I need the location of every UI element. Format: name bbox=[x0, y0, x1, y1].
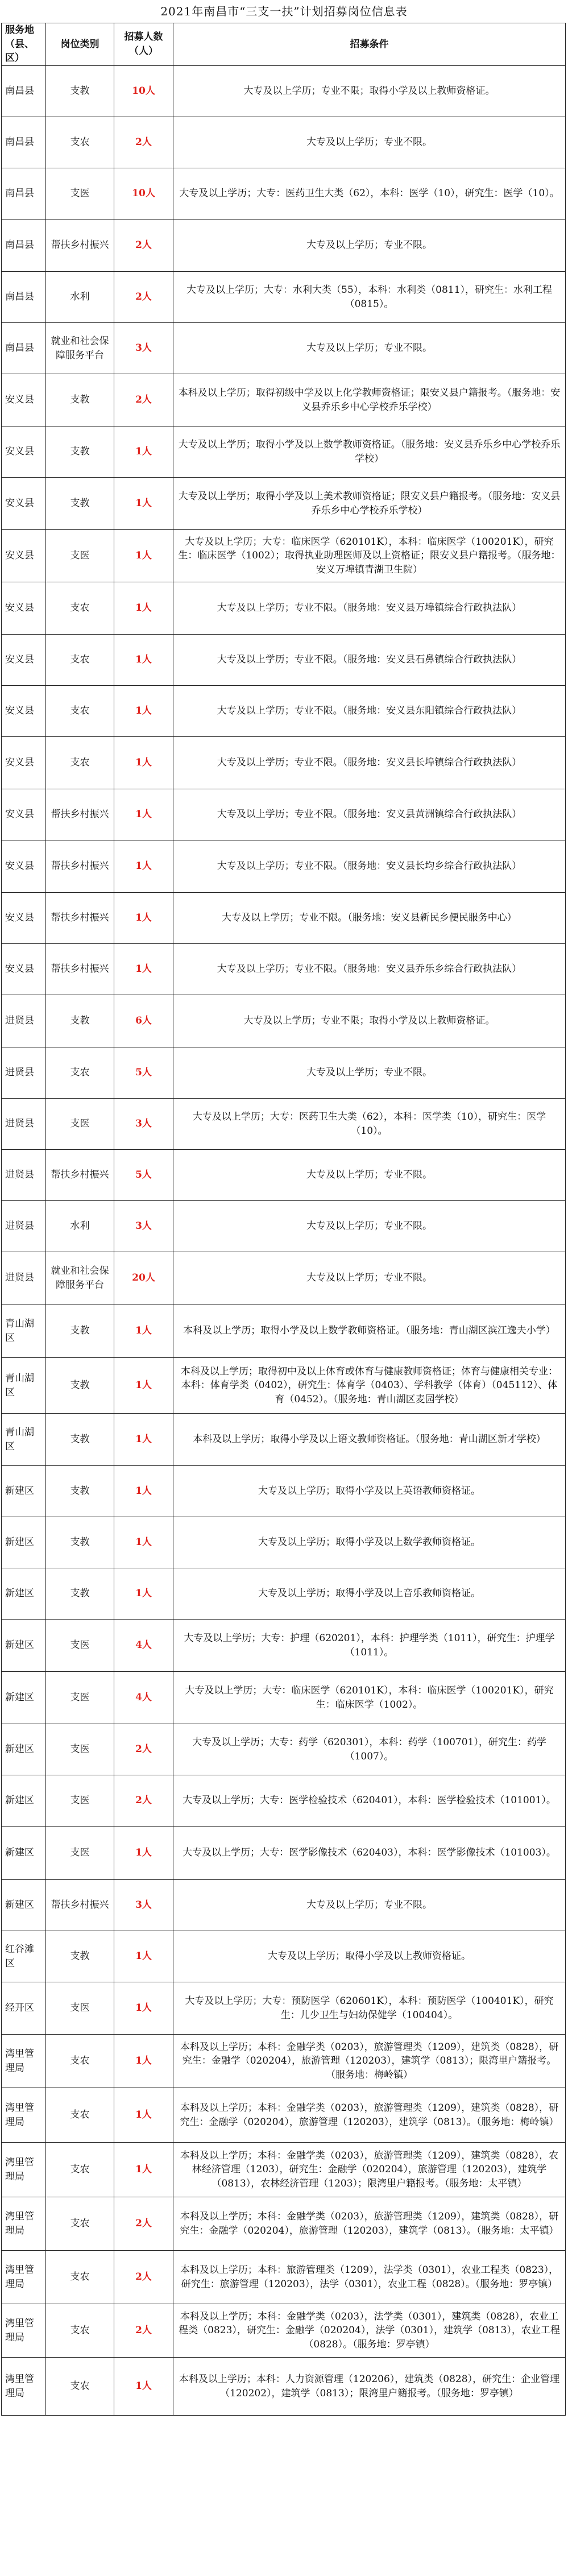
cell-county: 青山湖区 bbox=[2, 1414, 46, 1466]
cell-county: 新建区 bbox=[2, 1775, 46, 1827]
table-row bbox=[2, 789, 566, 840]
cell-conditions: 大专及以上学历；专业不限。（服务地：安义县新民乡便民服务中心） bbox=[173, 893, 566, 944]
cell-count: 3人 bbox=[114, 323, 173, 374]
cell-count: 20人 bbox=[114, 1252, 173, 1304]
cell-conditions: 大专及以上学历；大专：水利大类（55），本科：水利类（0811），研究生：水利工程（0815）。 bbox=[173, 272, 566, 323]
cell-type: 支教 bbox=[46, 374, 114, 426]
cell-conditions: 大专及以上学历；专业不限。 bbox=[173, 1880, 566, 1931]
cell-type: 支农 bbox=[46, 1047, 114, 1099]
cell-county: 湾里管理局 bbox=[2, 2088, 46, 2143]
cell-conditions: 大专及以上学历；专业不限。 bbox=[173, 117, 566, 168]
table-row bbox=[2, 893, 566, 944]
table-row bbox=[2, 1620, 566, 1672]
cell-count: 1人 bbox=[114, 2088, 173, 2143]
cell-count: 1人 bbox=[114, 1466, 173, 1517]
cell-type: 支医 bbox=[46, 1982, 114, 2035]
cell-count: 5人 bbox=[114, 1047, 173, 1099]
cell-count: 6人 bbox=[114, 995, 173, 1047]
table-row bbox=[2, 1517, 566, 1568]
cell-conditions: 本科及以上学历；本科：金融学类（0203），旅游管理类（1209），建筑类（0828），研究生：金融学（020204），旅游管理（120203），建筑学（0813）；限湾里户籍报考。（服务地：梅岭镇） bbox=[173, 2035, 566, 2088]
cell-count: 2人 bbox=[114, 374, 173, 426]
cell-conditions: 大专及以上学历；专业不限。 bbox=[173, 220, 566, 272]
cell-conditions: 大专及以上学历；专业不限。（服务地：安义县黄洲镇综合行政执法队） bbox=[173, 789, 566, 840]
cell-count: 2人 bbox=[114, 117, 173, 168]
cell-count: 1人 bbox=[114, 1568, 173, 1620]
cell-county: 红谷滩区 bbox=[2, 1931, 46, 1982]
cell-count: 1人 bbox=[114, 1414, 173, 1466]
table-row bbox=[2, 1252, 566, 1304]
cell-county: 进贤县 bbox=[2, 1099, 46, 1150]
cell-county: 新建区 bbox=[2, 1568, 46, 1620]
cell-county: 湾里管理局 bbox=[2, 2143, 46, 2197]
cell-county: 进贤县 bbox=[2, 1201, 46, 1252]
cell-type: 支农 bbox=[46, 686, 114, 737]
cell-county: 南昌县 bbox=[2, 323, 46, 374]
cell-conditions: 大专及以上学历；取得小学及以上教师资格证。 bbox=[173, 1931, 566, 1982]
cell-count: 1人 bbox=[114, 530, 173, 582]
table-row bbox=[2, 2304, 566, 2358]
cell-count: 10人 bbox=[114, 168, 173, 220]
cell-type: 支教 bbox=[46, 426, 114, 478]
cell-count: 1人 bbox=[114, 1827, 173, 1880]
cell-type: 支医 bbox=[46, 530, 114, 582]
table-row bbox=[2, 272, 566, 323]
cell-type: 支农 bbox=[46, 2035, 114, 2088]
cell-county: 安义县 bbox=[2, 374, 46, 426]
cell-type: 帮扶乡村振兴 bbox=[46, 944, 114, 995]
cell-county: 湾里管理局 bbox=[2, 2251, 46, 2304]
cell-conditions: 大专及以上学历；专业不限。（服务地：安义县东阳镇综合行政执法队） bbox=[173, 686, 566, 737]
cell-type: 支农 bbox=[46, 2197, 114, 2251]
cell-county: 安义县 bbox=[2, 840, 46, 893]
cell-type: 支农 bbox=[46, 2251, 114, 2304]
cell-type: 支教 bbox=[46, 478, 114, 530]
cell-count: 1人 bbox=[114, 1517, 173, 1568]
cell-type: 支教 bbox=[46, 1517, 114, 1568]
cell-count: 1人 bbox=[114, 1931, 173, 1982]
cell-county: 新建区 bbox=[2, 1466, 46, 1517]
cell-count: 1人 bbox=[114, 582, 173, 635]
cell-count: 3人 bbox=[114, 1201, 173, 1252]
cell-conditions: 大专及以上学历；专业不限。 bbox=[173, 1201, 566, 1252]
cell-type: 支医 bbox=[46, 168, 114, 220]
table-body bbox=[2, 66, 566, 2416]
cell-count: 1人 bbox=[114, 1358, 173, 1414]
cell-conditions: 大专及以上学历；专业不限。（服务地：安义县石鼻镇综合行政执法队） bbox=[173, 635, 566, 686]
cell-conditions: 大专及以上学历；专业不限；取得小学及以上教师资格证。 bbox=[173, 66, 566, 117]
cell-county: 新建区 bbox=[2, 1672, 46, 1724]
cell-count: 1人 bbox=[114, 944, 173, 995]
table-row bbox=[2, 1672, 566, 1724]
cell-count: 4人 bbox=[114, 1672, 173, 1724]
table-row bbox=[2, 737, 566, 789]
cell-conditions: 本科及以上学历；取得初中及以上体育或体育与健康教师资格证；体育与健康相关专业：本科：体育学类（0402），研究生：体育学（0403）、学科教学（体育）（045112）、体育（0452）。（服务地：青山湖区麦园学校） bbox=[173, 1358, 566, 1414]
table-row bbox=[2, 426, 566, 478]
cell-county: 安义县 bbox=[2, 635, 46, 686]
cell-type: 支教 bbox=[46, 1358, 114, 1414]
cell-type: 帮扶乡村振兴 bbox=[46, 840, 114, 893]
table-row bbox=[2, 168, 566, 220]
cell-conditions: 大专及以上学历；专业不限。（服务地：安义县长均乡综合行政执法队） bbox=[173, 840, 566, 893]
header-county: 服务地（县、区） bbox=[2, 23, 46, 66]
cell-type: 支医 bbox=[46, 1827, 114, 1880]
cell-county: 进贤县 bbox=[2, 1150, 46, 1201]
cell-count: 1人 bbox=[114, 893, 173, 944]
table-row bbox=[2, 1358, 566, 1414]
cell-county: 湾里管理局 bbox=[2, 2035, 46, 2088]
table-row bbox=[2, 635, 566, 686]
table-row bbox=[2, 220, 566, 272]
header-type: 岗位类别 bbox=[46, 23, 114, 66]
table-row bbox=[2, 1775, 566, 1827]
table-row bbox=[2, 478, 566, 530]
cell-conditions: 大专及以上学历；专业不限。（服务地：安义县乔乐乡综合行政执法队） bbox=[173, 944, 566, 995]
cell-type: 水利 bbox=[46, 1201, 114, 1252]
cell-conditions: 本科及以上学历；本科：金融学类（0203），旅游管理类（1209），建筑类（0828），研究生：金融学（020204），旅游管理（120203），建筑学（0813）。（服务地：梅岭镇） bbox=[173, 2088, 566, 2143]
cell-count: 2人 bbox=[114, 2304, 173, 2358]
cell-count: 1人 bbox=[114, 635, 173, 686]
cell-type: 支农 bbox=[46, 117, 114, 168]
cell-type: 帮扶乡村振兴 bbox=[46, 893, 114, 944]
cell-county: 安义县 bbox=[2, 789, 46, 840]
cell-conditions: 本科及以上学历；取得小学及以上数学教师资格证。（服务地：青山湖区滨江逸夫小学） bbox=[173, 1304, 566, 1358]
cell-county: 经开区 bbox=[2, 1982, 46, 2035]
cell-count: 2人 bbox=[114, 2251, 173, 2304]
table-row bbox=[2, 944, 566, 995]
recruitment-table bbox=[1, 23, 566, 2416]
cell-type: 支医 bbox=[46, 1620, 114, 1672]
cell-count: 5人 bbox=[114, 1150, 173, 1201]
cell-county: 安义县 bbox=[2, 944, 46, 995]
table-row bbox=[2, 686, 566, 737]
cell-count: 1人 bbox=[114, 478, 173, 530]
cell-count: 2人 bbox=[114, 1724, 173, 1775]
cell-type: 支医 bbox=[46, 1775, 114, 1827]
cell-conditions: 本科及以上学历；本科：旅游管理类（1209），法学类（0301），农业工程类（0823），研究生：旅游管理（120203），法学（0301），农业工程（0828）。（服务地：罗亭镇） bbox=[173, 2251, 566, 2304]
cell-count: 1人 bbox=[114, 686, 173, 737]
cell-type: 支医 bbox=[46, 1672, 114, 1724]
cell-county: 青山湖区 bbox=[2, 1358, 46, 1414]
cell-count: 10人 bbox=[114, 66, 173, 117]
cell-type: 支农 bbox=[46, 2088, 114, 2143]
cell-conditions: 本科及以上学历；本科：金融学类（0203），法学类（0301），建筑类（0828），农业工程类（0823），研究生：金融学（020204），法学（0301），建筑学（0813），农业工程（0828）。（服务地：罗亭镇） bbox=[173, 2304, 566, 2358]
cell-type: 支教 bbox=[46, 1466, 114, 1517]
cell-conditions: 大专及以上学历；专业不限。 bbox=[173, 1252, 566, 1304]
table-row bbox=[2, 2035, 566, 2088]
table-row bbox=[2, 2251, 566, 2304]
table-row bbox=[2, 2088, 566, 2143]
cell-county: 南昌县 bbox=[2, 272, 46, 323]
header-conditions: 招募条件 bbox=[173, 23, 566, 66]
table-row bbox=[2, 582, 566, 635]
cell-county: 南昌县 bbox=[2, 66, 46, 117]
cell-count: 1人 bbox=[114, 789, 173, 840]
cell-count: 1人 bbox=[114, 2035, 173, 2088]
cell-conditions: 大专及以上学历；大专：临床医学（620101K），本科：临床医学（100201K），研究生：临床医学（1002）。 bbox=[173, 1672, 566, 1724]
cell-type: 支教 bbox=[46, 995, 114, 1047]
header-count: 招募人数（人） bbox=[114, 23, 173, 66]
table-row bbox=[2, 840, 566, 893]
cell-conditions: 大专及以上学历；取得小学及以上音乐教师资格证。 bbox=[173, 1568, 566, 1620]
table-row bbox=[2, 1982, 566, 2035]
cell-count: 3人 bbox=[114, 1880, 173, 1931]
table-row bbox=[2, 323, 566, 374]
cell-conditions: 大专及以上学历；专业不限。（服务地：安义县万埠镇综合行政执法队） bbox=[173, 582, 566, 635]
cell-county: 安义县 bbox=[2, 426, 46, 478]
cell-conditions: 本科及以上学历；本科：金融学类（0203），旅游管理类（1209），建筑类（0828），农林经济管理（1203），研究生：金融学（020204），旅游管理（120203），建筑学（0813），农林经济管理（1203）；限湾里户籍报考。（服务地：太平镇） bbox=[173, 2143, 566, 2197]
table-row bbox=[2, 1724, 566, 1775]
cell-conditions: 大专及以上学历；大专：药学（620301），本科：药学（100701），研究生：药学（1007）。 bbox=[173, 1724, 566, 1775]
cell-county: 湾里管理局 bbox=[2, 2358, 46, 2416]
cell-county: 湾里管理局 bbox=[2, 2304, 46, 2358]
cell-count: 1人 bbox=[114, 1982, 173, 2035]
cell-county: 安义县 bbox=[2, 893, 46, 944]
cell-county: 新建区 bbox=[2, 1517, 46, 1568]
cell-county: 湾里管理局 bbox=[2, 2197, 46, 2251]
table-row bbox=[2, 66, 566, 117]
cell-count: 2人 bbox=[114, 272, 173, 323]
table-row bbox=[2, 1414, 566, 1466]
table-header-row bbox=[2, 23, 566, 66]
cell-conditions: 本科及以上学历；本科：金融学类（0203），旅游管理类（1209），建筑类（0828），研究生：金融学（020204），旅游管理（120203），建筑学（0813）。（服务地：太平镇） bbox=[173, 2197, 566, 2251]
table-row bbox=[2, 995, 566, 1047]
cell-type: 帮扶乡村振兴 bbox=[46, 1880, 114, 1931]
cell-type: 支农 bbox=[46, 635, 114, 686]
cell-county: 进贤县 bbox=[2, 1252, 46, 1304]
cell-type: 支农 bbox=[46, 2143, 114, 2197]
cell-type: 支农 bbox=[46, 582, 114, 635]
cell-type: 支农 bbox=[46, 737, 114, 789]
page-title: 2021年南昌市“三支一扶”计划招募岗位信息表 bbox=[160, 5, 408, 18]
table-row bbox=[2, 1568, 566, 1620]
cell-conditions: 大专及以上学历；取得小学及以上数学教师资格证。 bbox=[173, 1517, 566, 1568]
table-row bbox=[2, 1201, 566, 1252]
table-row bbox=[2, 2143, 566, 2197]
cell-conditions: 大专及以上学历；大专：预防医学（620601K），本科：预防医学（100401K），研究生：儿少卫生与妇幼保健学（100404）。 bbox=[173, 1982, 566, 2035]
cell-conditions: 大专及以上学历；大专：医药卫生大类（62），本科：医学（10），研究生：医学（10）。 bbox=[173, 168, 566, 220]
table-row bbox=[2, 1931, 566, 1982]
cell-type: 支教 bbox=[46, 1304, 114, 1358]
cell-conditions: 大专及以上学历；专业不限；取得小学及以上教师资格证。 bbox=[173, 995, 566, 1047]
cell-type: 支教 bbox=[46, 1568, 114, 1620]
cell-count: 2人 bbox=[114, 2197, 173, 2251]
cell-county: 新建区 bbox=[2, 1620, 46, 1672]
cell-type: 支医 bbox=[46, 1724, 114, 1775]
table-row bbox=[2, 1150, 566, 1201]
cell-county: 青山湖区 bbox=[2, 1304, 46, 1358]
cell-count: 2人 bbox=[114, 1775, 173, 1827]
cell-conditions: 大专及以上学历；大专：临床医学（620101K），本科：临床医学（100201K），研究生：临床医学（1002）；取得执业助理医师及以上资格证；限安义县户籍报考。（服务地：安义万埠镇青湖卫生院） bbox=[173, 530, 566, 582]
cell-count: 3人 bbox=[114, 1099, 173, 1150]
cell-conditions: 本科及以上学历；取得小学及以上语文教师资格证。（服务地：青山湖区新才学校） bbox=[173, 1414, 566, 1466]
cell-county: 安义县 bbox=[2, 737, 46, 789]
cell-type: 就业和社会保障服务平台 bbox=[46, 323, 114, 374]
table-row bbox=[2, 530, 566, 582]
table-row bbox=[2, 2358, 566, 2416]
cell-type: 支教 bbox=[46, 66, 114, 117]
cell-conditions: 大专及以上学历；专业不限。 bbox=[173, 1047, 566, 1099]
table-row bbox=[2, 1099, 566, 1150]
cell-type: 帮扶乡村振兴 bbox=[46, 1150, 114, 1201]
table-row bbox=[2, 374, 566, 426]
cell-conditions: 本科及以上学历；本科：人力资源管理（120206），建筑类（0828），研究生：企业管理（120202），建筑学（0813）；限湾里户籍报考。（服务地：罗亭镇） bbox=[173, 2358, 566, 2416]
cell-conditions: 大专及以上学历；专业不限。 bbox=[173, 1150, 566, 1201]
cell-type: 支教 bbox=[46, 1931, 114, 1982]
cell-conditions: 大专及以上学历；大专：护理（620201），本科：护理学类（1011），研究生：护理学（1011）。 bbox=[173, 1620, 566, 1672]
cell-conditions: 大专及以上学历；专业不限。（服务地：安义县长埠镇综合行政执法队） bbox=[173, 737, 566, 789]
table-row bbox=[2, 1047, 566, 1099]
table-row bbox=[2, 2197, 566, 2251]
cell-type: 支农 bbox=[46, 2358, 114, 2416]
cell-county: 新建区 bbox=[2, 1827, 46, 1880]
cell-conditions: 大专及以上学历；取得小学及以上美术教师资格证；限安义县户籍报考。（服务地：安义县乔乐乡中心学校乔乐学校） bbox=[173, 478, 566, 530]
cell-count: 4人 bbox=[114, 1620, 173, 1672]
cell-county: 新建区 bbox=[2, 1724, 46, 1775]
cell-conditions: 大专及以上学历；取得小学及以上数学教师资格证。（服务地：安义县乔乐乡中心学校乔乐学校） bbox=[173, 426, 566, 478]
cell-county: 南昌县 bbox=[2, 220, 46, 272]
cell-count: 1人 bbox=[114, 1304, 173, 1358]
cell-count: 1人 bbox=[114, 2358, 173, 2416]
cell-conditions: 大专及以上学历；大专：医学影像技术（620403），本科：医学影像技术（101003）。 bbox=[173, 1827, 566, 1880]
cell-count: 1人 bbox=[114, 840, 173, 893]
cell-count: 1人 bbox=[114, 426, 173, 478]
table-row bbox=[2, 1466, 566, 1517]
cell-county: 安义县 bbox=[2, 530, 46, 582]
table-row bbox=[2, 1827, 566, 1880]
cell-county: 安义县 bbox=[2, 582, 46, 635]
cell-type: 支医 bbox=[46, 1099, 114, 1150]
cell-conditions: 大专及以上学历；大专：医药卫生大类（62），本科：医学类（10），研究生：医学（10）。 bbox=[173, 1099, 566, 1150]
table-row bbox=[2, 1304, 566, 1358]
cell-type: 帮扶乡村振兴 bbox=[46, 789, 114, 840]
cell-county: 进贤县 bbox=[2, 1047, 46, 1099]
cell-conditions: 本科及以上学历；取得初级中学及以上化学教师资格证；限安义县户籍报考。（服务地：安义县乔乐乡中心学校乔乐学校） bbox=[173, 374, 566, 426]
cell-county: 新建区 bbox=[2, 1880, 46, 1931]
table-row bbox=[2, 117, 566, 168]
cell-count: 1人 bbox=[114, 2143, 173, 2197]
cell-type: 水利 bbox=[46, 272, 114, 323]
cell-conditions: 大专及以上学历；取得小学及以上英语教师资格证。 bbox=[173, 1466, 566, 1517]
cell-count: 1人 bbox=[114, 737, 173, 789]
cell-county: 进贤县 bbox=[2, 995, 46, 1047]
cell-conditions: 大专及以上学历；专业不限。 bbox=[173, 323, 566, 374]
cell-county: 安义县 bbox=[2, 686, 46, 737]
cell-conditions: 大专及以上学历；大专：医学检验技术（620401），本科：医学检验技术（101001）。 bbox=[173, 1775, 566, 1827]
table-row bbox=[2, 1880, 566, 1931]
cell-type: 支农 bbox=[46, 2304, 114, 2358]
cell-county: 南昌县 bbox=[2, 168, 46, 220]
cell-county: 安义县 bbox=[2, 478, 46, 530]
cell-type: 帮扶乡村振兴 bbox=[46, 220, 114, 272]
cell-type: 支教 bbox=[46, 1414, 114, 1466]
cell-county: 南昌县 bbox=[2, 117, 46, 168]
cell-type: 就业和社会保障服务平台 bbox=[46, 1252, 114, 1304]
cell-count: 2人 bbox=[114, 220, 173, 272]
